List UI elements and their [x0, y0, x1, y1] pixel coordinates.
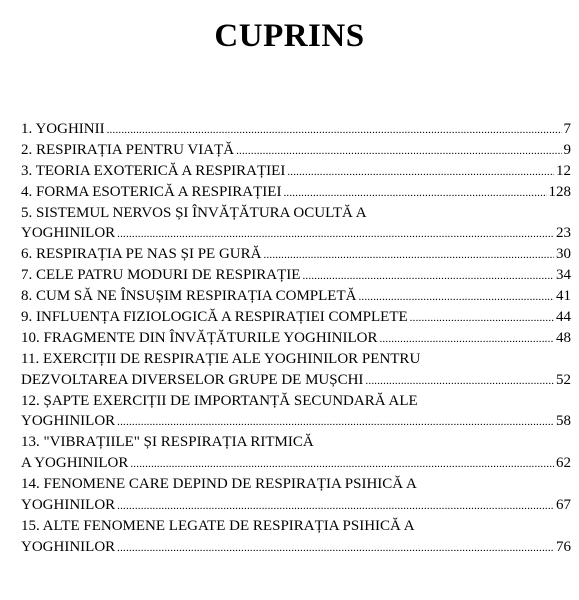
toc-entry-last-line [21, 182, 571, 203]
dot-leader [287, 162, 554, 183]
toc-page-number: 67 [556, 497, 571, 514]
toc-entry-title: YOGHINILOR [21, 497, 116, 514]
dot-leader [117, 224, 554, 245]
dot-leader [263, 245, 554, 266]
toc-entry-title: DEZVOLTAREA DIVERSELOR GRUPE DE MUȘCHI [21, 371, 364, 388]
toc-entry-line [21, 203, 571, 224]
toc-entry-line [21, 474, 571, 495]
toc-entry [21, 328, 571, 349]
toc-entry-last-line [21, 140, 571, 161]
toc-entry-last-line [21, 328, 571, 349]
dot-leader [358, 287, 554, 308]
toc-entry-title: 8. CUM SĂ NE ÎNSUȘIM RESPIRAȚIA COMPLETĂ [21, 288, 357, 305]
toc-entry [21, 182, 571, 203]
toc-entry [21, 265, 571, 286]
toc-page-number: 7 [563, 121, 571, 137]
toc-entry [21, 119, 571, 140]
toc-entry-last-line [21, 244, 571, 265]
toc-page-number: 44 [556, 309, 571, 326]
toc-page-number: 34 [556, 267, 571, 284]
dot-leader [410, 308, 554, 329]
toc-entry-last-line [21, 307, 571, 328]
toc-entry-last-line [21, 119, 571, 140]
dot-leader [117, 412, 554, 433]
toc-entry [21, 474, 571, 516]
toc-entry-title: A YOGHINILOR [21, 455, 129, 472]
toc-entry-line [21, 349, 571, 370]
toc-entry-title: 6. RESPIRAȚIA PE NAS ȘI PE GURĂ [21, 246, 262, 263]
toc-entry-title: 13. "VIBRAȚIILE" ȘI RESPIRAȚIA RITMICĂ [21, 434, 314, 451]
toc-entry [21, 244, 571, 265]
dot-leader [302, 266, 554, 287]
toc-entry-title: 3. TEORIA EXOTERICĂ A RESPIRAȚIEI [21, 162, 286, 179]
toc-page-number: 12 [556, 162, 571, 179]
toc-entry-title: YOGHINILOR [21, 413, 116, 430]
table-of-contents [21, 119, 571, 558]
dot-leader [379, 329, 554, 350]
toc-entry-title: 4. FORMA ESOTERICĂ A RESPIRAȚIEI [21, 183, 282, 200]
dot-leader [117, 538, 554, 559]
toc-entry-title: 1. YOGHINII [21, 121, 105, 137]
dot-leader [283, 183, 546, 204]
toc-page-number: 23 [556, 225, 571, 242]
toc-entry-title: YOGHINILOR [21, 538, 116, 555]
toc-entry [21, 203, 571, 245]
dot-leader [117, 496, 554, 517]
toc-entry-line [21, 391, 571, 412]
toc-page-number: 76 [556, 538, 571, 555]
toc-entry-last-line [21, 161, 571, 182]
dot-leader [365, 371, 554, 392]
toc-page-number: 41 [556, 288, 571, 305]
dot-leader [107, 120, 562, 141]
toc-entry-title: YOGHINILOR [21, 225, 116, 242]
toc-entry-last-line [21, 453, 571, 474]
toc-entry-title: 9. INFLUENȚA FIZIOLOGICĂ A RESPIRAȚIEI COMPLETE [21, 309, 408, 326]
toc-entry-title: 14. FENOMENE CARE DEPIND DE RESPIRAȚIA PSIHICĂ A [21, 476, 417, 493]
toc-page-number: 9 [563, 141, 571, 158]
toc-entry [21, 432, 571, 474]
toc-page-number: 62 [556, 455, 571, 472]
toc-entry [21, 516, 571, 558]
toc-entry-title: 15. ALTE FENOMENE LEGATE DE RESPIRAȚIA PSIHICĂ A [21, 517, 415, 534]
toc-entry-title: 7. CELE PATRU MODURI DE RESPIRAȚIE [21, 267, 301, 284]
toc-entry [21, 349, 571, 391]
toc-entry [21, 307, 571, 328]
toc-page-number: 128 [548, 183, 571, 200]
toc-entry-line [21, 432, 571, 453]
toc-entry-last-line [21, 537, 571, 558]
toc-entry-title: 2. RESPIRAȚIA PENTRU VIAȚĂ [21, 141, 235, 158]
toc-entry-title: 12. ȘAPTE EXERCIȚII DE IMPORTANȚĂ SECUNDARĂ ALE [21, 392, 418, 409]
toc-entry-last-line [21, 286, 571, 307]
toc-page-number: 58 [556, 413, 571, 430]
toc-entry-last-line [21, 265, 571, 286]
page-title: CUPRINS [214, 18, 365, 54]
toc-entry-last-line [21, 495, 571, 516]
toc-entry [21, 161, 571, 182]
toc-entry-line [21, 516, 571, 537]
toc-page-number: 30 [556, 246, 571, 263]
toc-entry-last-line [21, 223, 571, 244]
dot-leader [236, 141, 561, 162]
toc-entry [21, 140, 571, 161]
toc-entry [21, 391, 571, 433]
toc-entry-last-line [21, 411, 571, 432]
toc-page-number: 52 [556, 371, 571, 388]
toc-entry [21, 286, 571, 307]
dot-leader [130, 454, 554, 475]
toc-entry-last-line [21, 370, 571, 391]
toc-entry-title: 11. EXERCIȚII DE RESPIRAȚIE ALE YOGHINILOR PENTRU [21, 350, 421, 367]
toc-page-number: 48 [556, 329, 571, 346]
toc-entry-title: 10. FRAGMENTE DIN ÎNVĂȚĂTURILE YOGHINILOR [21, 329, 378, 346]
toc-entry-title: 5. SISTEMUL NERVOS ȘI ÎNVĂȚĂTURA OCULTĂ A [21, 204, 367, 221]
